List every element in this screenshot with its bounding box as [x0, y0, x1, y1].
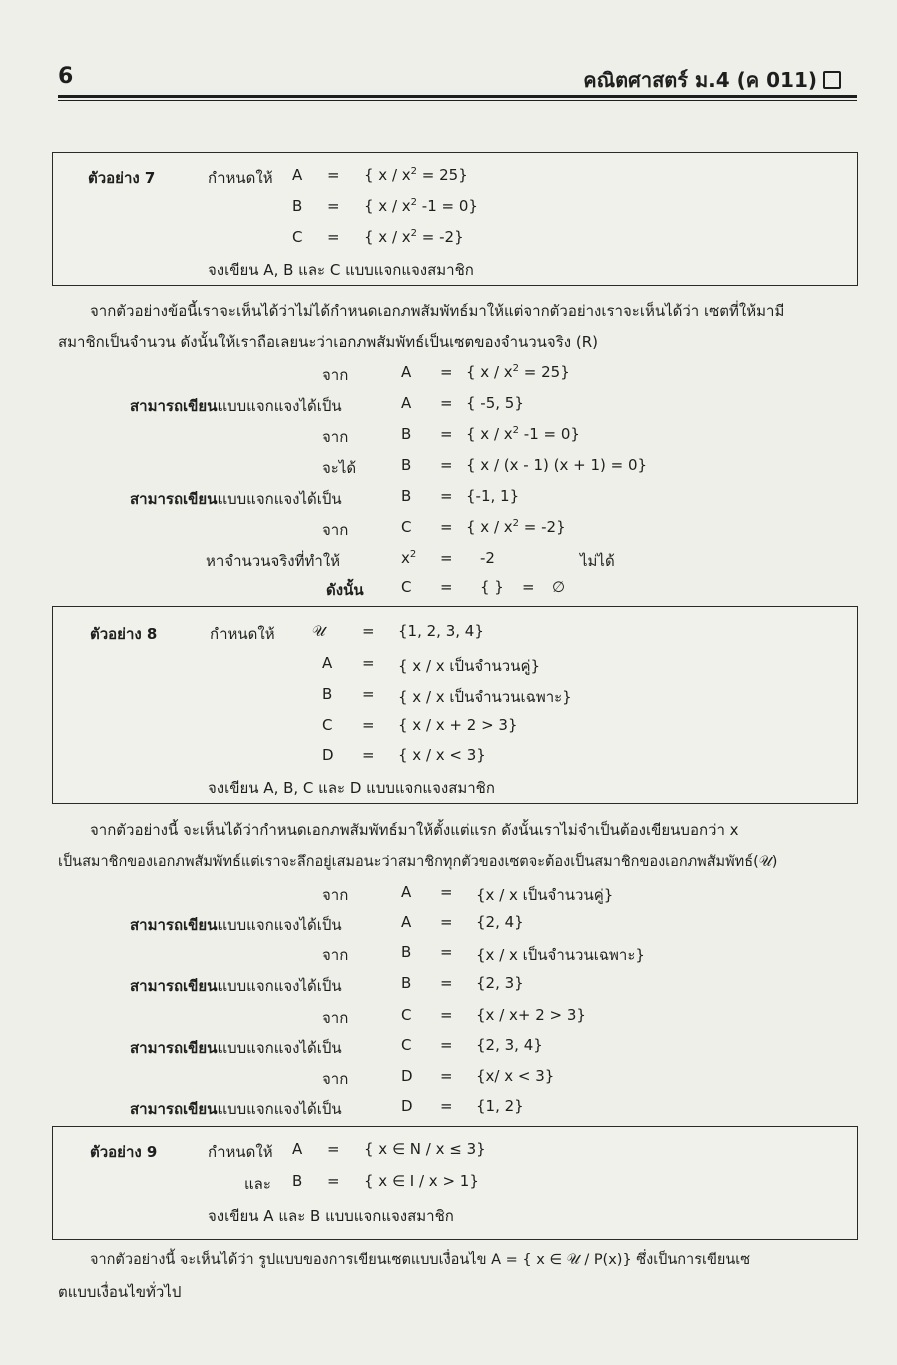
page-number: 6 — [58, 64, 74, 89]
set-builder: { x / x เป็นจำนวนคู่} — [398, 657, 541, 675]
can-write-label: สามารถเขียนแบบแจกแจงได้เป็น — [130, 490, 342, 508]
get-label: จะได้ — [322, 459, 357, 477]
set-name: B — [401, 974, 412, 992]
equals-sign: = — [440, 974, 453, 992]
example-7-task: จงเขียน A, B และ C แบบแจกแจงสมาชิก — [208, 261, 474, 279]
can-write-label: สามารถเขียนแบบแจกแจงได้เป็น — [130, 916, 342, 934]
header-rule — [58, 95, 857, 98]
set-name: C — [401, 1006, 412, 1024]
from-label: จาก — [322, 1070, 349, 1088]
equals-sign: = — [440, 1036, 453, 1054]
set-builder: { x ∈ I / x > 1} — [364, 1172, 479, 1190]
book-title: คณิตศาสตร์ ม.4 (ค 011) — [583, 68, 817, 92]
set-name: B — [292, 197, 303, 215]
equals-sign: = — [327, 1172, 340, 1190]
can-write-label: สามารถเขียนแบบแจกแจงได้เป็น — [130, 977, 342, 995]
set-roster: {2, 3, 4} — [476, 1036, 543, 1054]
value: -2 — [480, 549, 495, 567]
set-builder: { x / $x^2$ -1 = 0} — [364, 197, 478, 215]
given-label: กำหนดให้ — [208, 1143, 273, 1161]
can-write-label: สามารถเขียนแบบแจกแจงได้เป็น — [130, 1100, 342, 1118]
set-builder: { x ∈ N / x ≤ 3} — [364, 1140, 486, 1158]
set-roster: { -5, 5} — [466, 394, 524, 412]
set-builder: { $x / x^2 = -2$} — [466, 518, 566, 536]
x-squared: $x^2$ — [401, 549, 417, 567]
set-name: B — [401, 487, 412, 505]
equals-sign: = — [440, 456, 453, 474]
set-builder: { x / x เป็นจำนวนเฉพาะ} — [398, 688, 572, 706]
square-box-icon — [823, 71, 841, 89]
set-builder: { $x / x^2 = -2$} — [364, 228, 464, 246]
set-name: D — [401, 1097, 413, 1115]
set-name: D — [322, 746, 334, 764]
set-name: C — [322, 716, 333, 734]
set-builder: {x / x เป็นจำนวนเฉพาะ} — [476, 946, 645, 964]
find-real-label: หาจำนวนจริงที่ทำให้ — [206, 552, 341, 570]
equals-sign: = — [522, 578, 535, 596]
set-builder: { x / x < 3} — [398, 746, 486, 764]
from-label: จาก — [322, 1009, 349, 1027]
from-label: จาก — [322, 521, 349, 539]
equals-sign: = — [440, 425, 453, 443]
header-rule-thin — [58, 100, 857, 101]
paragraph-1-line-1: จากตัวอย่างข้อนี้เราจะเห็นได้ว่าไม่ได้กำหนดเอกภพสัมพัทธ์มาให้แต่จากตัวอย่างเราจะเห็นได้ว่า เซตที่ให้มามี — [90, 302, 785, 320]
set-builder: { $x / x^2 = 25$} — [364, 166, 468, 184]
set-builder: { $x / x^2 = 25$} — [466, 363, 570, 381]
can-write-label: สามารถเขียนแบบแจกแจงได้เป็น — [130, 1039, 342, 1057]
set-builder: { x / (x - 1) (x + 1) = 0} — [466, 456, 648, 474]
equals-sign: = — [362, 716, 375, 734]
equals-sign: = — [440, 394, 453, 412]
set-name: A — [401, 883, 412, 901]
paragraph-3-line-1: จากตัวอย่างนี้ จะเห็นได้ว่า รูปแบบของการเขียนเซตแบบเงื่อนไข A = { x ∈ 𝒰 / P(x)} ซึ่งเป็นการเขียนเซ — [90, 1252, 751, 1268]
set-name: C — [292, 228, 303, 246]
and-label: และ — [244, 1175, 271, 1193]
set-name: D — [401, 1067, 413, 1085]
set-name: A — [401, 913, 412, 931]
example-9-label: ตัวอย่าง 9 — [90, 1143, 158, 1161]
equals-sign: = — [327, 1140, 340, 1158]
example-8-task: จงเขียน A, B, C และ D แบบแจกแจงสมาชิก — [208, 779, 495, 797]
equals-sign: = — [362, 685, 375, 703]
example-7-label: ตัวอย่าง 7 — [88, 169, 156, 187]
set-name: C — [401, 578, 412, 596]
set-name: B — [401, 943, 412, 961]
from-label: จาก — [322, 946, 349, 964]
set-name: A — [401, 363, 412, 381]
paragraph-2-line-2: เป็นสมาชิกของเอกภพสัมพัทธ์แต่เราจะลึกอยู่เสมอนะว่าสมาชิกทุกตัวของเซตจะต้องเป็นสมาชิกของเอกภพสัมพัทธ์(𝒰) — [58, 854, 778, 870]
set-builder: {x / x+ 2 > 3} — [476, 1006, 586, 1024]
equals-sign: = — [362, 654, 375, 672]
empty-set-symbol: ∅ — [552, 578, 566, 596]
from-label: จาก — [322, 886, 349, 904]
equals-sign: = — [362, 746, 375, 764]
example-8-label: ตัวอย่าง 8 — [90, 625, 158, 643]
impossible-label: ไม่ได้ — [580, 552, 615, 570]
set-roster: {-1, 1} — [466, 487, 520, 505]
set-name: B — [401, 425, 412, 443]
set-name: A — [292, 166, 303, 184]
set-builder: { x / x + 2 > 3} — [398, 716, 518, 734]
page-header-title — [583, 64, 841, 96]
equals-sign: = — [440, 363, 453, 381]
equals-sign: = — [440, 578, 453, 596]
set-name: 𝒰 — [312, 622, 326, 640]
equals-sign: = — [440, 487, 453, 505]
equals-sign: = — [440, 1097, 453, 1115]
given-label: กำหนดให้ — [210, 625, 275, 643]
equals-sign: = — [440, 1067, 453, 1085]
set-roster: {2, 3} — [476, 974, 524, 992]
from-label: จาก — [322, 366, 349, 384]
set-name: A — [401, 394, 412, 412]
equals-sign: = — [327, 228, 340, 246]
set-name: A — [292, 1140, 303, 1158]
paragraph-1-line-2: สมาชิกเป็นจำนวน ดังนั้นให้เราถือเลยนะว่าเอกภพสัมพัทธ์เป็นเซตของจำนวนจริง (R) — [58, 333, 598, 351]
set-name: C — [401, 1036, 412, 1054]
equals-sign: = — [440, 913, 453, 931]
equals-sign: = — [440, 883, 453, 901]
equals-sign: = — [327, 166, 340, 184]
equals-sign: = — [440, 549, 453, 567]
therefore-label: ดังนั้น — [326, 581, 364, 599]
paragraph-2-line-1: จากตัวอย่างนี้ จะเห็นได้ว่ากำหนดเอกภพสัมพัทธ์มาให้ตั้งแต่แรก ดังนั้นเราไม่จำเป็นต้องเขียนบอกว่า x — [90, 821, 739, 839]
set-roster: {2, 4} — [476, 913, 524, 931]
set-name: B — [322, 685, 333, 703]
equals-sign: = — [440, 518, 453, 536]
given-label: กำหนดให้ — [208, 169, 273, 187]
empty-braces: { } — [480, 578, 504, 596]
set-name: A — [322, 654, 333, 672]
paragraph-3-line-2: ตแบบเงื่อนไขทั่วไป — [58, 1283, 182, 1301]
equals-sign: = — [440, 1006, 453, 1024]
equals-sign: = — [440, 943, 453, 961]
equals-sign: = — [327, 197, 340, 215]
set-builder: { x / $x^2$ -1 = 0} — [466, 425, 580, 443]
set-roster: {1, 2} — [476, 1097, 524, 1115]
set-roster: {1, 2, 3, 4} — [398, 622, 484, 640]
from-label: จาก — [322, 428, 349, 446]
set-builder: {x/ x < 3} — [476, 1067, 555, 1085]
equals-sign: = — [362, 622, 375, 640]
set-name: B — [292, 1172, 303, 1190]
set-builder: {x / x เป็นจำนวนคู่} — [476, 886, 614, 904]
set-name: B — [401, 456, 412, 474]
set-name: C — [401, 518, 412, 536]
can-write-label: สามารถเขียนแบบแจกแจงได้เป็น — [130, 397, 342, 415]
example-9-task: จงเขียน A และ B แบบแจกแจงสมาชิก — [208, 1207, 454, 1225]
